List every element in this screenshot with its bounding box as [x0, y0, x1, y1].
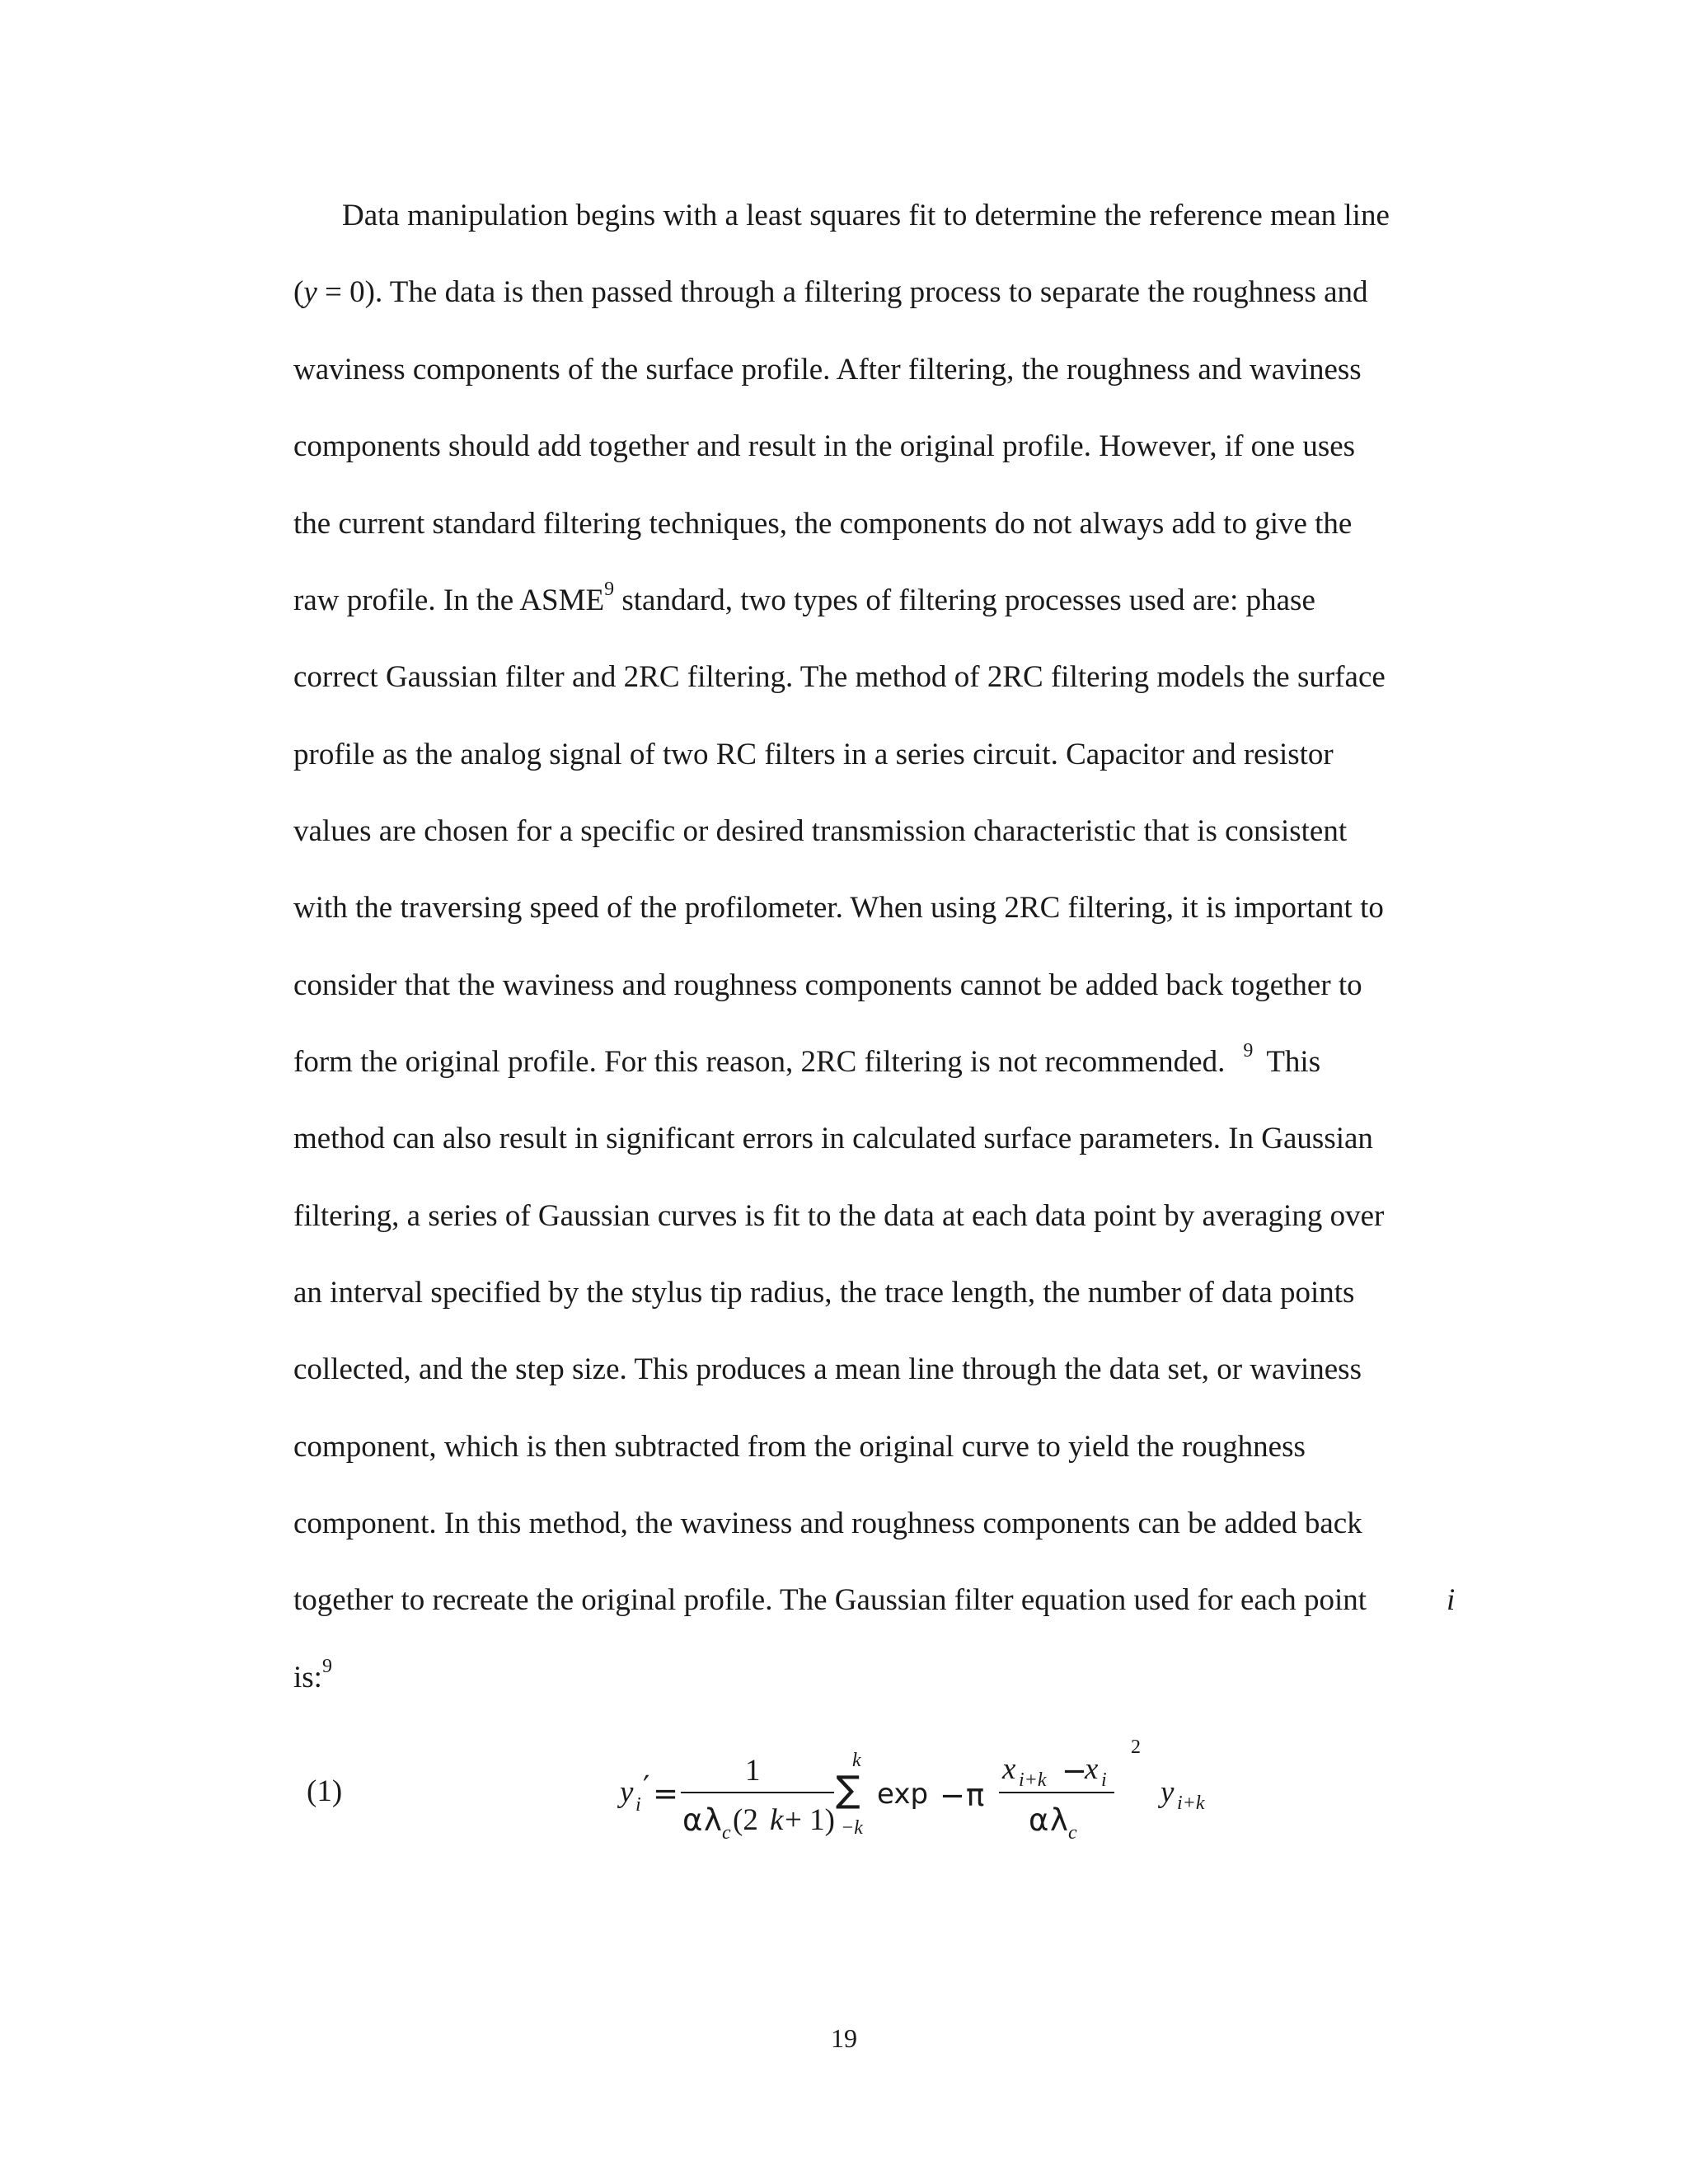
equals-sign: =: [653, 1776, 679, 1811]
variable-y: y: [303, 275, 317, 309]
text-line-4: components should add together and result in the original profile. However, if one uses: [293, 429, 1356, 463]
page-number: 19: [831, 2023, 857, 2053]
lhs-subscript: i: [635, 1794, 641, 1816]
denominator-close: + 1): [785, 1803, 835, 1837]
alpha-symbol: α: [1029, 1802, 1049, 1838]
text-line-15: an interval specified by the stylus tip radius, the trace length, the number of data points: [293, 1276, 1355, 1310]
lambda-symbol: λ: [704, 1802, 722, 1838]
alpha-symbol: α: [682, 1802, 703, 1838]
fraction-bar: [999, 1792, 1114, 1793]
text-line-19: together to recreate the original profile. The Gaussian filter equation used for each point: [293, 1583, 1367, 1617]
numerator-minus: −: [1062, 1753, 1088, 1788]
text-line-3: waviness components of the surface profile. After filtering, the roughness and waviness: [293, 353, 1362, 387]
citation-superscript: 9: [321, 1656, 332, 1677]
exponent: 2: [1131, 1736, 1141, 1758]
prime-symbol: ′: [643, 1769, 650, 1805]
denominator-open: (2: [733, 1803, 758, 1837]
equation-number: (1): [307, 1774, 343, 1808]
text-line-9: values are chosen for a specific or desired transmission characteristic that is consistent: [293, 814, 1348, 848]
lambda-subscript: c: [1068, 1822, 1077, 1844]
numerator-subscript-2: i: [1101, 1769, 1107, 1791]
sum-upper-limit: k: [852, 1750, 861, 1771]
denominator-k: k: [770, 1803, 784, 1837]
fraction-bar: [681, 1792, 834, 1793]
lhs-y: y: [620, 1775, 634, 1809]
numerator-x1: x: [1002, 1752, 1016, 1786]
text-line-8: profile as the analog signal of two RC filters in a series circuit. Capacitor and resistor: [293, 738, 1334, 771]
text-line-6: raw profile. In the ASME$^9$ standard, two types of filtering processes used are: phase: [293, 579, 1315, 617]
pi-symbol: π: [966, 1778, 985, 1813]
text-line-13: method can also result in significant errors in calculated surface parameters. In Gaussian: [293, 1122, 1373, 1155]
lambda-subscript: c: [722, 1822, 731, 1844]
text-line-14: filtering, a series of Gaussian curves is fit to the data at each data point by averaging over: [293, 1199, 1385, 1233]
exp-function: exp: [877, 1778, 929, 1811]
minus-sign: −: [940, 1778, 966, 1813]
citation-superscript: 9: [1243, 1040, 1254, 1062]
text-line-16: collected, and the step size. This produces a mean line through the data set, or waviness: [293, 1352, 1362, 1386]
text-line-7: correct Gaussian filter and 2RC filtering. The method of 2RC filtering models the surface: [293, 660, 1386, 694]
text-line-20: is:$^9$: [293, 1656, 332, 1694]
text-line-10: with the traversing speed of the profilometer. When using 2RC filtering, it is important to: [293, 891, 1384, 925]
text-line-18: component. In this method, the waviness and roughness components can be added back: [293, 1507, 1362, 1540]
lambda-symbol: λ: [1050, 1802, 1068, 1838]
text-line-5: the current standard filtering techniques, the components do not always add to give the: [293, 507, 1353, 541]
text-line-11: consider that the waviness and roughness components cannot be added back together to: [293, 968, 1362, 1002]
rhs-subscript: i+k: [1177, 1793, 1205, 1814]
text-line-1: Data manipulation begins with a least squares fit to determine the reference mean line: [342, 199, 1390, 232]
citation-superscript: 9: [604, 579, 615, 600]
text-line-17: component, which is then subtracted from the original curve to yield the roughness: [293, 1430, 1306, 1464]
variable-i: i: [1447, 1583, 1456, 1617]
summation-symbol: ∑: [836, 1769, 860, 1811]
sum-lower-limit: −k: [841, 1817, 863, 1839]
text-line-2: (y = 0). The data is then passed through a filtering process to separate the roughness and: [293, 275, 1368, 309]
text-line-12: form the original profile. For this reason, 2RC filtering is not recommended. $^9$ This: [293, 1040, 1321, 1079]
fraction-numerator: 1: [745, 1754, 761, 1788]
numerator-x2: x: [1085, 1752, 1099, 1786]
numerator-subscript-1: i+k: [1019, 1769, 1047, 1791]
rhs-y: y: [1160, 1775, 1175, 1809]
